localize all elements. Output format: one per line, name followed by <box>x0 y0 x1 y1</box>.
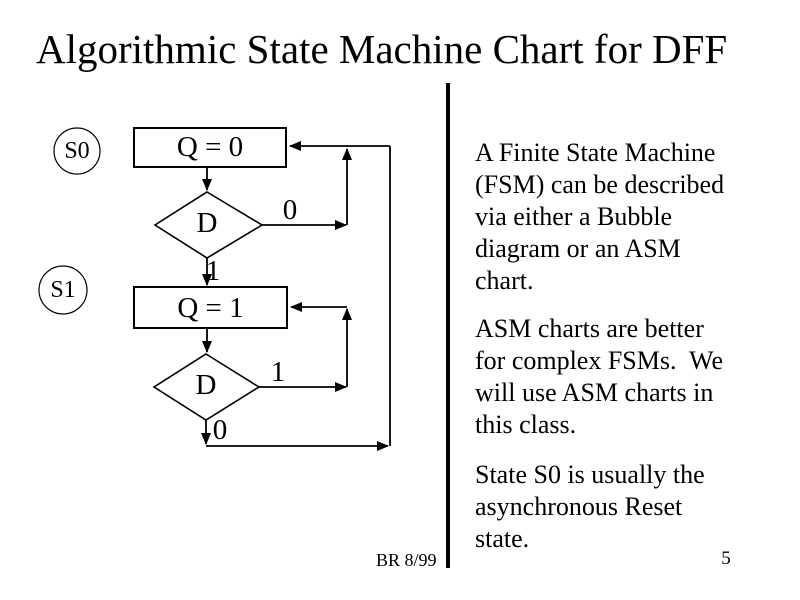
branch-label-d1-1: 1 <box>205 255 221 287</box>
text-line: state. <box>475 524 530 553</box>
text-line: via either a Bubble <box>475 202 673 231</box>
decision-label-d1: D <box>196 207 218 239</box>
notes-paragraph-reset-state <box>475 459 797 555</box>
text-line: for complex FSMs. We <box>475 346 724 375</box>
text-line: this class. <box>475 410 577 439</box>
output-label-q1: Q = 1 <box>177 292 244 324</box>
notes-paragraph-fsm <box>475 137 797 297</box>
text-line: chart. <box>475 266 534 295</box>
state-name-s0: S0 <box>64 138 90 164</box>
text-line: (FSM) can be described <box>475 170 725 199</box>
text-line: State S0 is usually the <box>475 460 705 489</box>
notes-paragraph-asm-better <box>475 313 797 441</box>
page-number: 5 <box>721 548 731 569</box>
page-title: Algorithmic State Machine Chart for DFF <box>36 26 728 72</box>
text-line: will use ASM charts in <box>475 378 714 407</box>
text-line: asynchronous Reset <box>475 492 683 521</box>
decision-label-d2: D <box>195 369 217 401</box>
state-name-s1: S1 <box>50 277 76 303</box>
text-line: diagram or an ASM <box>475 234 681 263</box>
branch-label-d2-1: 1 <box>270 356 286 388</box>
branch-label-d2-0: 0 <box>212 414 228 446</box>
output-label-q0: Q = 0 <box>176 131 244 163</box>
branch-label-d1-0: 0 <box>282 194 298 226</box>
text-line: ASM charts are better <box>475 314 704 343</box>
text-line: A Finite State Machine <box>475 138 716 167</box>
footer-author-date: BR 8/99 <box>376 550 437 570</box>
